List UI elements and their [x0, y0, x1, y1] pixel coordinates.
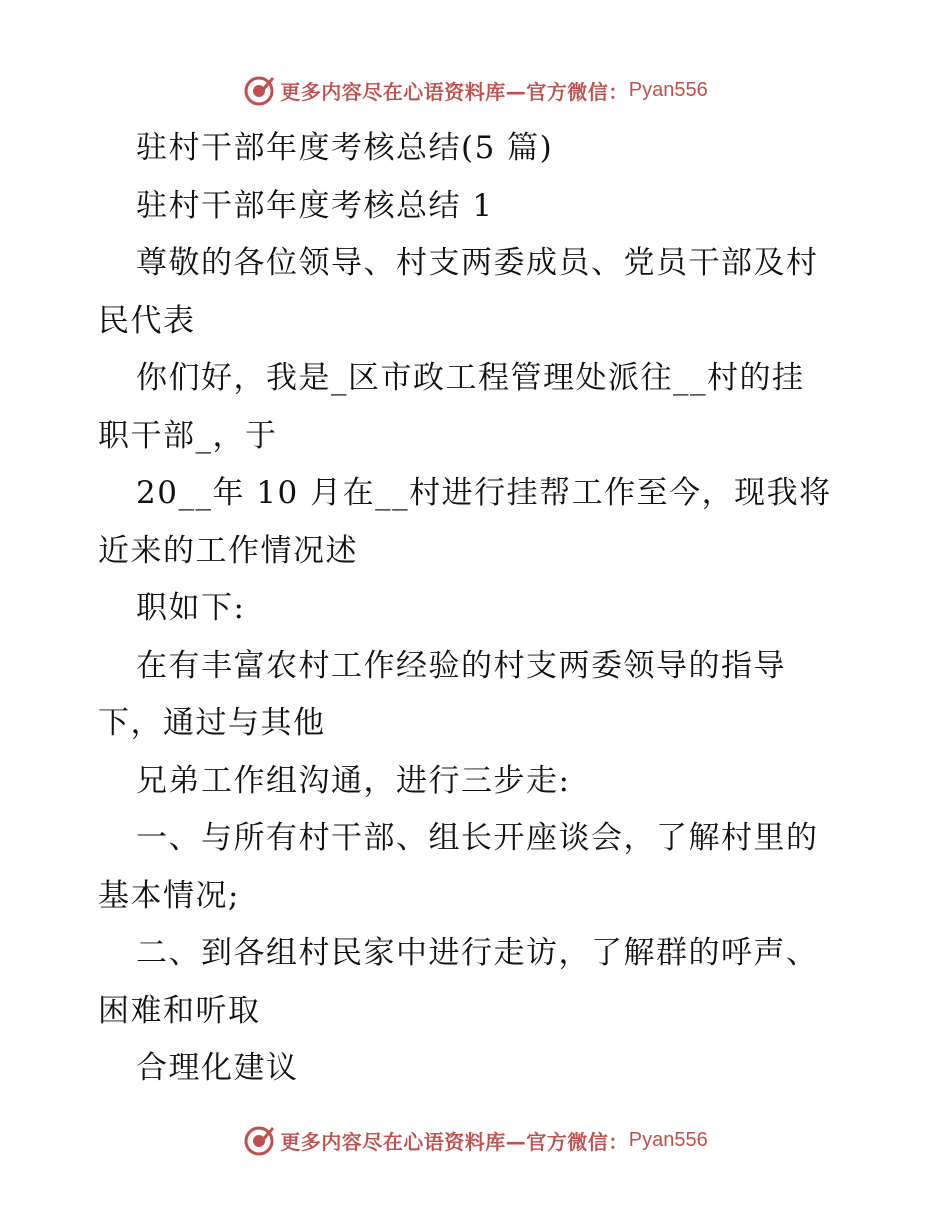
- text-line: 近来的工作情况述: [98, 532, 358, 569]
- text-line: 民代表: [98, 302, 196, 339]
- text-line: 职如下:: [136, 590, 246, 626]
- text-line: 职干部_，于: [98, 417, 278, 454]
- text-line: 一、与所有村干部、组长开座谈会，了解村里的: [136, 820, 819, 856]
- banner-text: 更多内容尽在心语资料库—官方微信：: [280, 79, 629, 104]
- banner-wechat-id: Pyan556: [628, 78, 708, 101]
- text-line: 尊敬的各位领导、村支两委成员、党员干部及村: [136, 245, 819, 281]
- text-line: 20__年 10 月在__村进行挂帮工作至今，现我将: [136, 475, 832, 511]
- text-line: 合理化建议: [136, 1050, 299, 1086]
- text-line: 兄弟工作组沟通，进行三步走:: [136, 762, 571, 799]
- document-body: [98, 120, 858, 1098]
- text-line: 下，通过与其他: [98, 705, 326, 741]
- quill-logo-icon: [242, 1123, 276, 1157]
- text-line: 驻村干部年度考核总结(5 篇): [136, 130, 554, 166]
- header-banner: [0, 70, 950, 110]
- text-line: 你们好，我是_区市政工程管理处派往__村的挂: [136, 360, 805, 396]
- text-line: 驻村干部年度考核总结 1: [136, 187, 494, 224]
- banner-wechat-id: Pyan556: [628, 1128, 708, 1151]
- text-line: 困难和听取: [98, 992, 261, 1029]
- text-line: 在有丰富农村工作经验的村支两委领导的指导: [136, 647, 786, 684]
- footer-banner: [0, 1120, 950, 1160]
- text-line: 二、到各组村民家中进行走访，了解群的呼声、: [136, 935, 819, 971]
- text-line: 基本情况;: [98, 877, 240, 914]
- banner-text: 更多内容尽在心语资料库—官方微信：: [280, 1129, 629, 1154]
- quill-logo-icon: [242, 73, 276, 107]
